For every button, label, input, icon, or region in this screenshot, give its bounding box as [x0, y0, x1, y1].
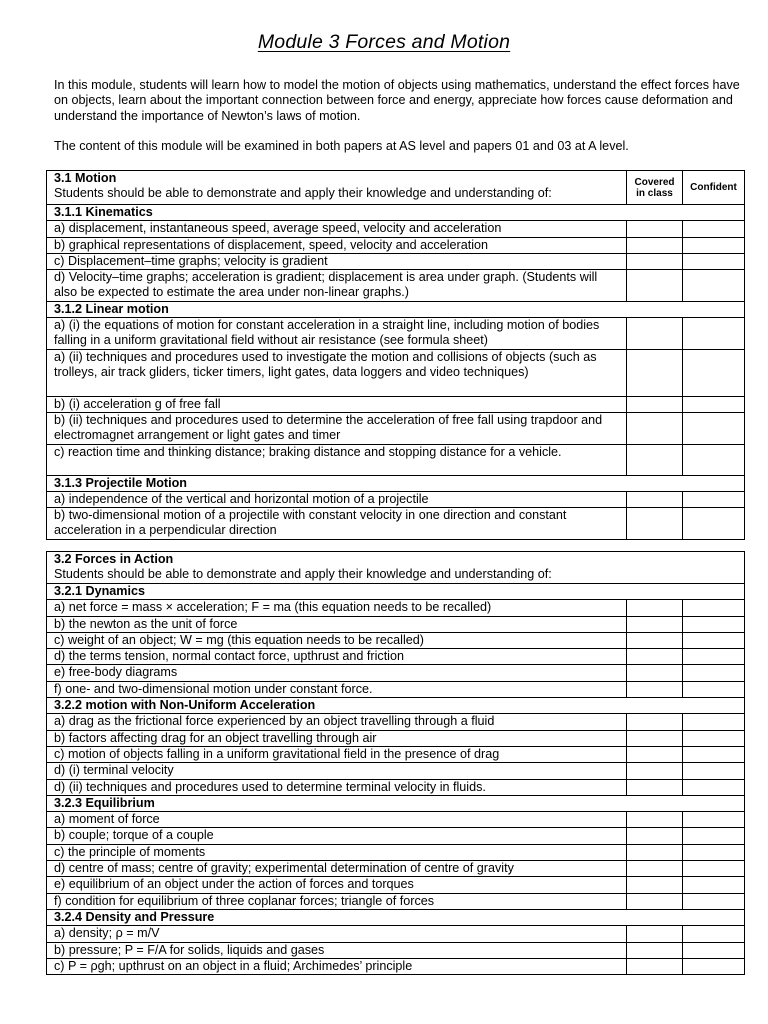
table-row	[47, 665, 745, 681]
confident-checkbox[interactable]	[683, 877, 745, 893]
table-row	[47, 221, 745, 237]
confident-checkbox[interactable]	[683, 730, 745, 746]
confident-checkbox[interactable]	[683, 942, 745, 958]
table-row	[47, 681, 745, 697]
covered-checkbox[interactable]	[627, 958, 683, 974]
spec-item: a) drag as the frictional force experienced by an object travelling through a fluid	[47, 714, 627, 730]
covered-checkbox[interactable]	[627, 616, 683, 632]
covered-checkbox[interactable]	[627, 942, 683, 958]
subsection-row	[47, 795, 745, 811]
table-row	[47, 632, 745, 648]
covered-checkbox[interactable]	[627, 893, 683, 909]
subsection-row	[47, 301, 745, 317]
confident-checkbox[interactable]	[683, 221, 745, 237]
table-row	[47, 828, 745, 844]
subsection-heading: 3.2.3 Equilibrium	[47, 795, 745, 811]
subsection-row	[47, 584, 745, 600]
subsection-heading: 3.1.3 Projectile Motion	[47, 475, 745, 491]
covered-checkbox[interactable]	[627, 632, 683, 648]
subsection-row	[47, 909, 745, 925]
spec-item: b) the newton as the unit of force	[47, 616, 627, 632]
covered-column-header: Covered in class	[627, 171, 683, 205]
covered-checkbox[interactable]	[627, 237, 683, 253]
section-header-cell	[47, 552, 745, 584]
spec-item: a) moment of force	[47, 812, 627, 828]
spec-item: a) displacement, instantaneous speed, average speed, velocity and acceleration	[47, 221, 627, 237]
confident-checkbox[interactable]	[683, 763, 745, 779]
covered-checkbox[interactable]	[627, 318, 683, 350]
exam-note: The content of this module will be examined in both papers at AS level and papers 01 and 03 at A level.	[54, 139, 629, 153]
table-row	[47, 746, 745, 762]
confident-checkbox[interactable]	[683, 649, 745, 665]
spec-item: a) density; ρ = m/V	[47, 926, 627, 942]
section-header-row	[47, 552, 745, 584]
spec-item: a) (ii) techniques and procedures used to investigate the motion and collisions of objects (such as trolleys, air track gliders, ticker timers, light gates, data loggers and video techniques)	[47, 349, 627, 396]
spec-item: d) Velocity–time graphs; acceleration is gradient; displacement is area under graph. (Students will also be expected to estimate the area under non-linear graphs.)	[47, 270, 627, 302]
spec-item: a) (i) the equations of motion for constant acceleration in a straight line, including motion of bodies falling in a uniform gravitational field without air resistance (see formula sheet)	[47, 318, 627, 350]
table-row	[47, 600, 745, 616]
spec-item: b) pressure; P = F/A for solids, liquids and gases	[47, 942, 627, 958]
table-row	[47, 763, 745, 779]
covered-checkbox[interactable]	[627, 681, 683, 697]
confident-checkbox[interactable]	[683, 412, 745, 444]
subsection-row	[47, 475, 745, 491]
spec-item: c) Displacement–time graphs; velocity is gradient	[47, 253, 627, 269]
spec-item: b) (ii) techniques and procedures used to determine the acceleration of free fall using trapdoor and electromagnet arrangement or light gates and timer	[47, 412, 627, 444]
spec-item: c) the principle of moments	[47, 844, 627, 860]
confident-checkbox[interactable]	[683, 828, 745, 844]
confident-checkbox[interactable]	[683, 681, 745, 697]
table-row	[47, 237, 745, 253]
table-row	[47, 349, 745, 396]
subsection-heading: 3.2.4 Density and Pressure	[47, 909, 745, 925]
section-header-row	[47, 171, 745, 205]
spec-item: b) two-dimensional motion of a projectile with constant velocity in one direction and constant acceleration in a perpendicular direction	[47, 508, 627, 540]
subsection-row	[47, 698, 745, 714]
spec-item: f) one- and two-dimensional motion under constant force.	[47, 681, 627, 697]
page-title: Module 3 Forces and Motion	[257, 31, 511, 53]
covered-checkbox[interactable]	[627, 926, 683, 942]
table-row	[47, 893, 745, 909]
forces-checklist-table	[46, 551, 745, 975]
subsection-heading: 3.1.2 Linear motion	[47, 301, 745, 317]
covered-checkbox[interactable]	[627, 877, 683, 893]
table-row	[47, 779, 745, 795]
table-row	[47, 508, 745, 540]
covered-checkbox[interactable]	[627, 491, 683, 507]
spec-item: c) weight of an object; W = mg (this equation needs to be recalled)	[47, 632, 627, 648]
spec-item: c) reaction time and thinking distance; braking distance and stopping distance for a vehicle.	[47, 444, 627, 475]
covered-checkbox[interactable]	[627, 396, 683, 412]
confident-checkbox[interactable]	[683, 616, 745, 632]
intro-paragraph: In this module, students will learn how to model the motion of objects using mathematics, understand the effect forces have on objects, learn about the important connection between force and energy, appreciate how forces cause deformation and understand the importance of Newton’s laws of motion.	[54, 78, 740, 123]
confident-checkbox[interactable]	[683, 508, 745, 540]
spec-item: d) centre of mass; centre of gravity; experimental determination of centre of gravity	[47, 861, 627, 877]
confident-checkbox[interactable]	[683, 958, 745, 974]
confident-checkbox[interactable]	[683, 237, 745, 253]
section-heading: 3.1 Motion	[54, 171, 117, 185]
confident-column-header: Confident	[683, 171, 745, 205]
spec-item: f) condition for equilibrium of three coplanar forces; triangle of forces	[47, 893, 627, 909]
table-row	[47, 412, 745, 444]
covered-checkbox[interactable]	[627, 730, 683, 746]
covered-checkbox[interactable]	[627, 444, 683, 475]
spec-item: c) P = ρgh; upthrust on an object in a fluid; Archimedes’ principle	[47, 958, 627, 974]
spec-item: b) (i) acceleration g of free fall	[47, 396, 627, 412]
table-row	[47, 318, 745, 350]
section-header-cell	[47, 171, 627, 205]
covered-checkbox[interactable]	[627, 221, 683, 237]
table-row	[47, 491, 745, 507]
subsection-heading: 3.2.2 motion with Non-Uniform Acceleration	[47, 698, 745, 714]
section-lead: Students should be able to demonstrate and apply their knowledge and understanding of:	[54, 567, 552, 582]
table-row	[47, 270, 745, 302]
spec-item: e) free-body diagrams	[47, 665, 627, 681]
covered-checkbox[interactable]	[627, 828, 683, 844]
covered-checkbox[interactable]	[627, 844, 683, 860]
confident-checkbox[interactable]	[683, 665, 745, 681]
spec-item: d) (ii) techniques and procedures used to determine terminal velocity in fluids.	[47, 779, 627, 795]
subsection-heading: 3.2.1 Dynamics	[47, 584, 745, 600]
covered-checkbox[interactable]	[627, 812, 683, 828]
confident-checkbox[interactable]	[683, 926, 745, 942]
spec-item: b) couple; torque of a couple	[47, 828, 627, 844]
confident-checkbox[interactable]	[683, 491, 745, 507]
confident-checkbox[interactable]	[683, 253, 745, 269]
spec-item: e) equilibrium of an object under the action of forces and torques	[47, 877, 627, 893]
subsection-row	[47, 205, 745, 221]
confident-checkbox[interactable]	[683, 349, 745, 396]
confident-checkbox[interactable]	[683, 844, 745, 860]
section-heading: 3.2 Forces in Action	[54, 552, 174, 566]
covered-checkbox[interactable]	[627, 763, 683, 779]
table-row	[47, 396, 745, 412]
table-row	[47, 958, 745, 974]
confident-checkbox[interactable]	[683, 812, 745, 828]
confident-checkbox[interactable]	[683, 861, 745, 877]
confident-checkbox[interactable]	[683, 444, 745, 475]
covered-checkbox[interactable]	[627, 746, 683, 762]
table-row	[47, 444, 745, 475]
table-row	[47, 253, 745, 269]
section-lead: Students should be able to demonstrate and apply their knowledge and understanding of:	[54, 186, 552, 201]
covered-checkbox[interactable]	[627, 665, 683, 681]
covered-checkbox[interactable]	[627, 270, 683, 302]
spec-item: d) (i) terminal velocity	[47, 763, 627, 779]
confident-checkbox[interactable]	[683, 318, 745, 350]
table-row	[47, 616, 745, 632]
covered-checkbox[interactable]	[627, 779, 683, 795]
spec-item: b) factors affecting drag for an object travelling through air	[47, 730, 627, 746]
spec-item: a) net force = mass × acceleration; F = ma (this equation needs to be recalled)	[47, 600, 627, 616]
confident-checkbox[interactable]	[683, 779, 745, 795]
confident-checkbox[interactable]	[683, 714, 745, 730]
covered-checkbox[interactable]	[627, 412, 683, 444]
confident-checkbox[interactable]	[683, 893, 745, 909]
covered-checkbox[interactable]	[627, 508, 683, 540]
confident-checkbox[interactable]	[683, 632, 745, 648]
confident-checkbox[interactable]	[683, 270, 745, 302]
table-row	[47, 649, 745, 665]
table-row	[47, 844, 745, 860]
table-row	[47, 942, 745, 958]
covered-checkbox[interactable]	[627, 600, 683, 616]
subsection-heading: 3.1.1 Kinematics	[47, 205, 745, 221]
motion-checklist-table	[46, 170, 745, 540]
covered-checkbox[interactable]	[627, 714, 683, 730]
table-row	[47, 730, 745, 746]
spec-item: b) graphical representations of displacement, speed, velocity and acceleration	[47, 237, 627, 253]
covered-checkbox[interactable]	[627, 649, 683, 665]
table-row	[47, 926, 745, 942]
confident-checkbox[interactable]	[683, 600, 745, 616]
confident-checkbox[interactable]	[683, 746, 745, 762]
spec-item: a) independence of the vertical and horizontal motion of a projectile	[47, 491, 627, 507]
table-row	[47, 877, 745, 893]
table-row	[47, 714, 745, 730]
spec-item: c) motion of objects falling in a uniform gravitational field in the presence of drag	[47, 746, 627, 762]
table-row	[47, 861, 745, 877]
table-row	[47, 812, 745, 828]
covered-checkbox[interactable]	[627, 349, 683, 396]
confident-checkbox[interactable]	[683, 396, 745, 412]
covered-checkbox[interactable]	[627, 861, 683, 877]
covered-checkbox[interactable]	[627, 253, 683, 269]
spec-item: d) the terms tension, normal contact force, upthrust and friction	[47, 649, 627, 665]
